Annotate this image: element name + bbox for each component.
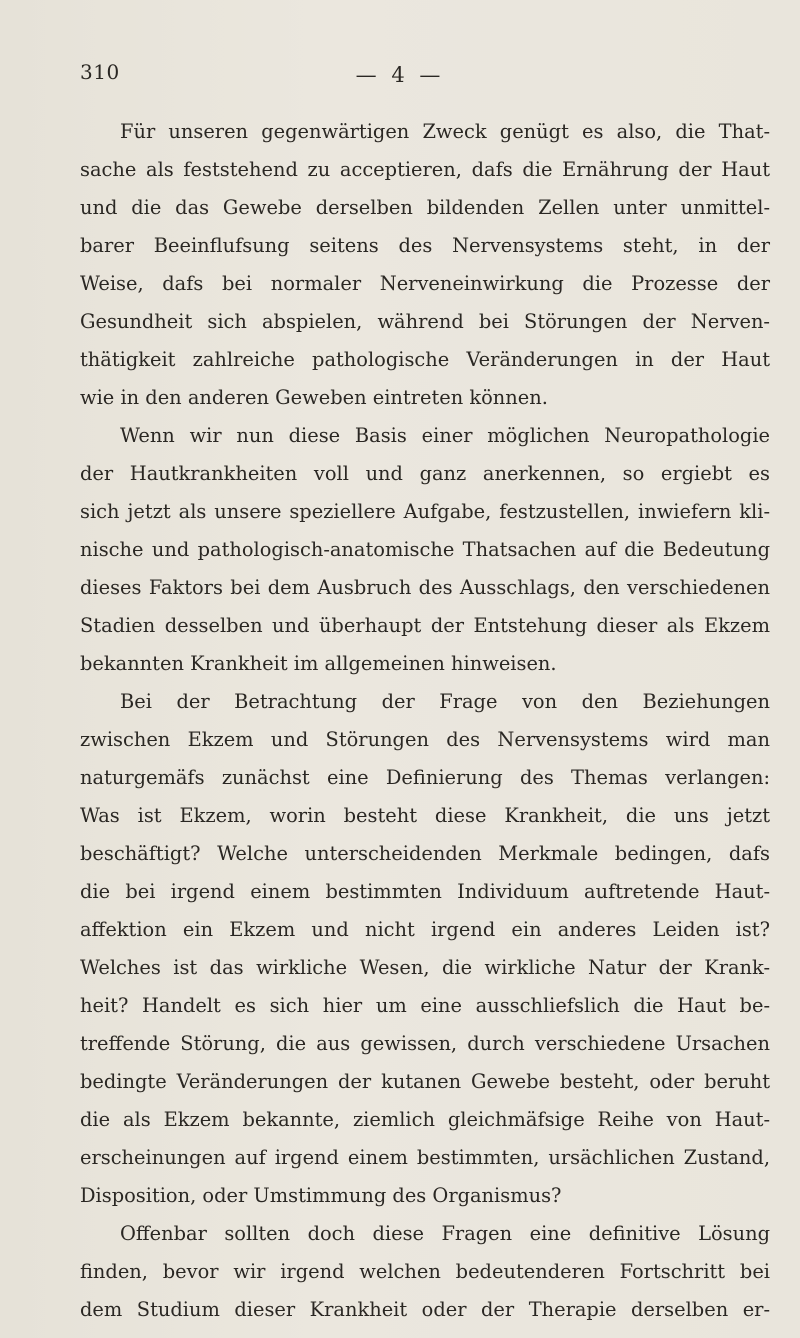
text-line: Bei der Betrachtung der Frage von den Beziehungen <box>120 690 770 713</box>
text-line: die als Ekzem bekannte, ziemlich gleichmäfsige Reihe von Haut- <box>80 1108 770 1131</box>
text-line: wie in den anderen Geweben eintreten können. <box>80 386 548 409</box>
text-line: der Hautkrankheiten voll und ganz anerkennen, so ergiebt es <box>80 462 770 485</box>
text-line: erscheinungen auf irgend einem bestimmten, ursächlichen Zustand, <box>80 1146 770 1169</box>
text-line: Für unseren gegenwärtigen Zweck genügt es also, die That- <box>120 120 770 143</box>
text-line: die bei irgend einem bestimmten Individuum auftretende Haut- <box>80 880 770 903</box>
text-line: und die das Gewebe derselben bildenden Zellen unter unmittel- <box>80 196 770 219</box>
text-line: Weise, dafs bei normaler Nerveneinwirkung die Prozesse der <box>80 272 770 295</box>
text-line: finden, bevor wir irgend welchen bedeutenderen Fortschritt bei <box>80 1260 770 1283</box>
text-line: bekannten Krankheit im allgemeinen hinweisen. <box>80 652 557 675</box>
text-line: beschäftigt? Welche unterscheidenden Merkmale bedingen, dafs <box>80 842 770 865</box>
text-line: zwischen Ekzem und Störungen des Nervensystems wird man <box>80 728 770 751</box>
text-line: affektion ein Ekzem und nicht irgend ein anderes Leiden ist? <box>80 918 770 941</box>
text-line: nische und pathologisch-anatomische Thatsachen auf die Bedeutung <box>80 538 770 561</box>
text-line: Stadien desselben und überhaupt der Entstehung dieser als Ekzem <box>80 614 770 637</box>
text-line: Wenn wir nun diese Basis einer möglichen Neuropathologie <box>120 424 770 447</box>
running-head: — 4 — <box>355 63 445 87</box>
page-number: 310 <box>80 60 120 84</box>
text-line: barer Beeinflufsung seitens des Nervensystems steht, in der <box>80 234 770 257</box>
text-line: Gesundheit sich abspielen, während bei Störungen der Nerven- <box>80 310 770 333</box>
text-line: dieses Faktors bei dem Ausbruch des Ausschlags, den verschiedenen <box>80 576 770 599</box>
text-line: treffende Störung, die aus gewissen, durch verschiedene Ursachen <box>80 1032 770 1055</box>
text-line: heit? Handelt es sich hier um eine ausschliefslich die Haut be- <box>80 994 770 1017</box>
text-line: Disposition, oder Umstimmung des Organismus? <box>80 1184 562 1207</box>
text-line: bedingte Veränderungen der kutanen Gewebe besteht, oder beruht <box>80 1070 770 1093</box>
text-line: naturgemäfs zunächst eine Definierung des Themas verlangen: <box>80 766 770 789</box>
text-line: thätigkeit zahlreiche pathologische Veränderungen in der Haut <box>80 348 770 371</box>
text-line: Welches ist das wirkliche Wesen, die wirkliche Natur der Krank- <box>80 956 770 979</box>
text-line: Was ist Ekzem, worin besteht diese Krankheit, die uns jetzt <box>80 804 770 827</box>
text-line: sache als feststehend zu acceptieren, dafs die Ernährung der Haut <box>80 158 770 181</box>
text-line: sich jetzt als unsere speziellere Aufgabe, festzustellen, inwiefern kli- <box>80 500 770 523</box>
text-line: dem Studium dieser Krankheit oder der Therapie derselben er- <box>80 1298 770 1321</box>
text-line: Offenbar sollten doch diese Fragen eine definitive Lösung <box>120 1222 770 1245</box>
body-text <box>80 113 770 1329</box>
